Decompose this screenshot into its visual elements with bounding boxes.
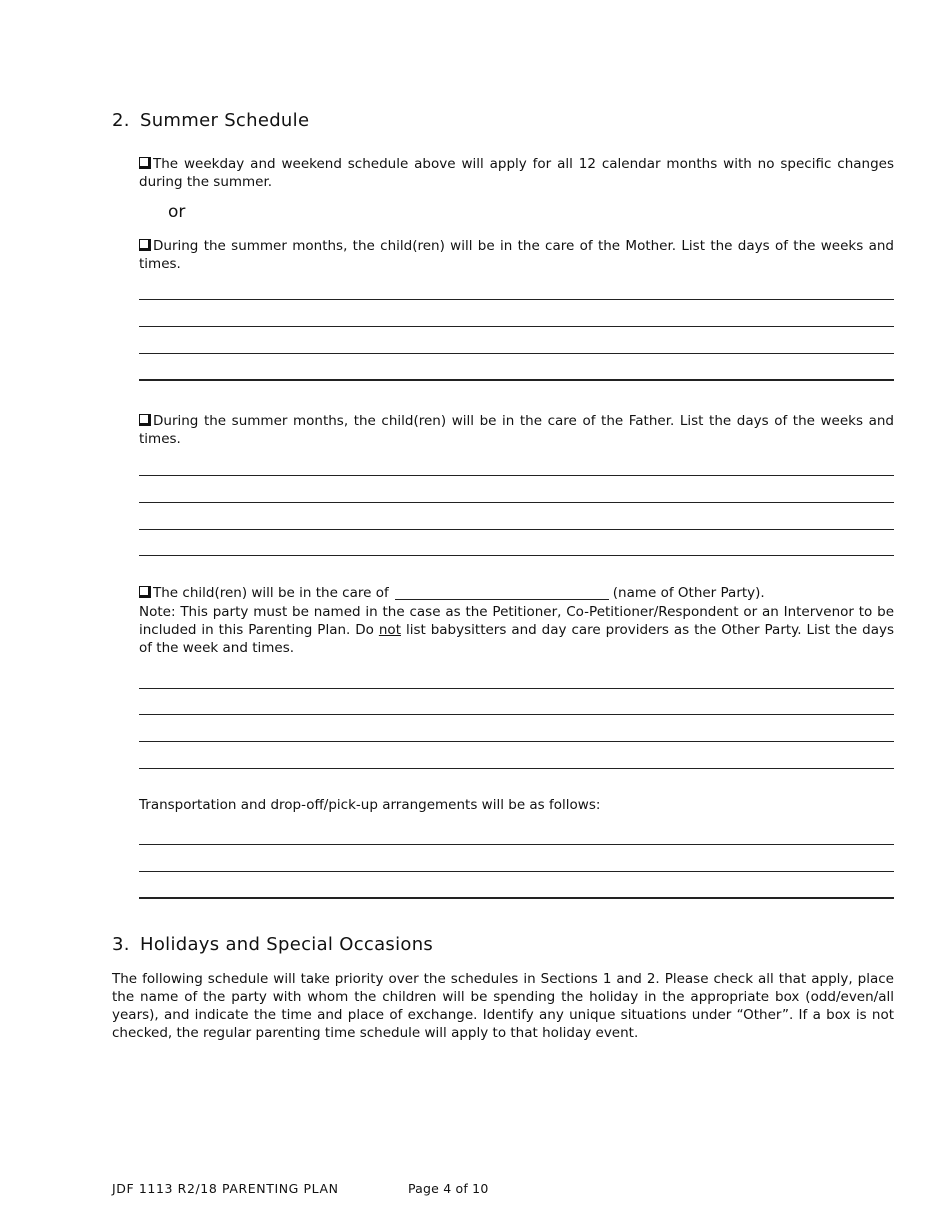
father-schedule-line-3[interactable] (139, 529, 894, 530)
section-2-number: 2. (112, 110, 130, 131)
transport-line-1[interactable] (139, 844, 894, 845)
section-3-intro: The following schedule will take priority over the schedules in Sections 1 and 2. Please check all that apply, place the name of the party with whom the children will be spending the holiday in the appropriate box (odd/even/all years), and indicate the time and place of exchange. Identify any unique situations under “Other”. If a box is not checked, the regular parenting time schedule will apply to that holiday event. (112, 971, 894, 1041)
section-3-number: 3. (112, 934, 130, 955)
section-2-heading (112, 110, 309, 131)
other-schedule-line-4[interactable] (139, 768, 894, 769)
option-father (139, 412, 894, 448)
option-other-suffix: (name of Other Party). (612, 585, 765, 601)
other-party-name-field[interactable] (395, 585, 609, 600)
other-schedule-line-2[interactable] (139, 714, 894, 715)
checkbox-mother[interactable] (139, 239, 151, 251)
section-3-title: Holidays and Special Occasions (140, 934, 434, 955)
transport-label: Transportation and drop-off/pick-up arrangements will be as follows: (139, 797, 601, 813)
note-not-underlined: not (378, 622, 401, 638)
note-text-part-1: Note: This party must be named in the case as the Petitioner, Co-Petitioner/Respondent or an Intervenor to be included in this Parenting Plan. Do (139, 604, 894, 638)
option-other-prefix: The child(ren) will be in the care of (153, 585, 389, 601)
option-other-party (139, 584, 894, 602)
option-mother-text: During the summer months, the child(ren) will be in the care of the Mother. List the days of the weeks and times. (139, 238, 894, 272)
father-schedule-line-2[interactable] (139, 502, 894, 503)
footer-form-id: JDF 1113 R2/18 PARENTING PLAN (112, 1181, 339, 1196)
option-father-text: During the summer months, the child(ren) will be in the care of the Father. List the days of the weeks and times. (139, 413, 894, 447)
section-2-title: Summer Schedule (140, 110, 310, 131)
checkbox-father[interactable] (139, 414, 151, 426)
option-all-year (139, 155, 894, 191)
mother-schedule-line-4[interactable] (139, 379, 894, 381)
or-label: or (168, 202, 186, 222)
mother-schedule-line-1[interactable] (139, 299, 894, 300)
other-schedule-line-1[interactable] (139, 688, 894, 689)
father-schedule-line-1[interactable] (139, 475, 894, 476)
option-all-year-text: The weekday and weekend schedule above will apply for all 12 calendar months with no specific changes during the summer. (139, 156, 894, 190)
transport-line-3[interactable] (139, 897, 894, 899)
mother-schedule-line-2[interactable] (139, 326, 894, 327)
checkbox-other-party[interactable] (139, 586, 151, 598)
option-mother (139, 237, 894, 273)
note-text-part-2: list babysitters and day care providers as the Other Party. List the days of the week and times. (139, 622, 894, 656)
section-3-heading (112, 934, 433, 955)
other-schedule-line-3[interactable] (139, 741, 894, 742)
father-schedule-line-4[interactable] (139, 555, 894, 556)
transport-line-2[interactable] (139, 871, 894, 872)
checkbox-all-year[interactable] (139, 157, 151, 169)
other-party-note (139, 603, 894, 657)
mother-schedule-line-3[interactable] (139, 353, 894, 354)
footer-page-number: Page 4 of 10 (408, 1181, 489, 1196)
